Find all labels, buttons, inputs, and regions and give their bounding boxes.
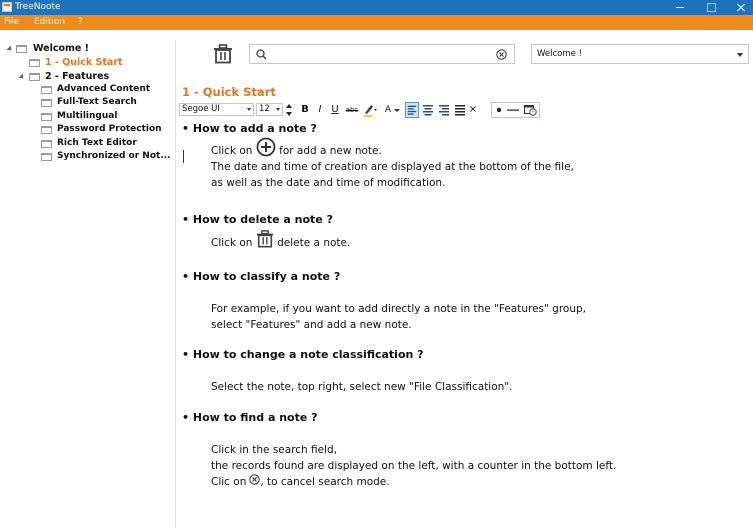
expander-icon[interactable] (18, 73, 25, 80)
folder-icon (41, 113, 52, 121)
tree-item-multilingual[interactable] (0, 110, 175, 123)
font-size-value: 12 (259, 104, 270, 114)
heading-delete-note: • How to delete a note ? (182, 213, 333, 226)
search-icon (256, 49, 267, 60)
heading-text: How to delete a note ? (192, 213, 333, 226)
trash-icon (256, 230, 274, 248)
tree-item-synchronized[interactable] (0, 150, 175, 163)
justify-icon[interactable] (453, 102, 467, 118)
folder-icon (41, 153, 52, 161)
align-center-icon[interactable] (421, 102, 435, 118)
calendar-clock-icon[interactable] (524, 104, 537, 116)
tree-item-rich-text-editor[interactable] (0, 137, 175, 150)
classify-line-1: For example, if you want to add directly a note in the "Features" group, (211, 303, 587, 315)
chevron-down-icon[interactable] (394, 102, 400, 118)
add-line-1 (211, 143, 574, 159)
heading-text: How to find a note ? (192, 411, 318, 424)
chevron-down-icon (737, 53, 743, 57)
minimize-button[interactable] (663, 0, 697, 15)
heading-text: How to classify a note ? (192, 270, 341, 283)
tree-item-full-text-search[interactable] (0, 96, 175, 109)
add-paragraph (211, 143, 574, 191)
folder-icon (41, 99, 52, 107)
folder-icon (29, 73, 40, 81)
align-right-icon[interactable] (437, 102, 451, 118)
find-line-2: the records found are displayed on the left, with a counter in the bottom left. (211, 460, 617, 472)
tree-label: Password Protection (57, 124, 162, 134)
note-title: 1 - Quick Start (182, 85, 276, 99)
heading-text: How to change a note classification ? (192, 348, 424, 361)
heading-change-classification: • How to change a note classification ? (182, 348, 424, 361)
classify-line-2: select "Features" and add a new note. (211, 319, 412, 331)
find-line-1: Click in the search field, (211, 444, 338, 456)
tree-label: 1 - Quick Start (45, 57, 123, 68)
app-icon (2, 2, 12, 12)
change-paragraph (211, 379, 512, 395)
chevron-down-icon (276, 108, 280, 111)
font-family-value: Segoe UI (182, 104, 220, 114)
heading-find-note: • How to find a note ? (182, 411, 318, 424)
heading-classify-note: • How to classify a note ? (182, 270, 341, 283)
menu-help[interactable]: ? (78, 17, 83, 27)
tree-label: Synchronized or Not... (57, 151, 171, 161)
change-line-1: Select the note, top right, select new "File Classification". (211, 381, 513, 393)
classification-select[interactable] (531, 44, 749, 64)
text: delete a note. (277, 237, 351, 249)
tree-item-password-protection[interactable] (0, 123, 175, 136)
font-color-button[interactable]: A (384, 105, 392, 115)
tree-item-welcome[interactable] (0, 42, 175, 55)
font-size-select[interactable] (256, 103, 283, 116)
underline-button[interactable]: U (331, 104, 339, 115)
text: Click on (211, 145, 253, 157)
delete-paragraph (211, 235, 350, 251)
add-line-2: The date and time of creation are displayed at the bottom of the file, (211, 161, 574, 173)
horizontal-line-icon[interactable] (507, 106, 519, 114)
strikethrough-button[interactable]: abc (345, 106, 359, 114)
highlight-icon[interactable] (362, 102, 378, 118)
window-title: TreeNoote (15, 2, 61, 12)
folder-icon (29, 59, 40, 67)
classification-value: Welcome ! (537, 49, 582, 59)
tree-item-quick-start[interactable] (0, 56, 175, 69)
search-box[interactable] (249, 44, 515, 64)
tree-label: Full-Text Search (57, 97, 137, 107)
text: , to cancel search mode. (260, 476, 390, 488)
heading-text: How to add a note ? (192, 122, 317, 135)
tree-label: Multilingual (57, 111, 118, 121)
search-input[interactable] (270, 47, 490, 61)
text: for add a new note. (279, 145, 382, 157)
find-paragraph (211, 442, 616, 490)
plus-circle-icon (256, 137, 276, 157)
chevron-down-icon (247, 108, 251, 111)
font-size-stepper-icon[interactable] (285, 102, 293, 118)
menu-file[interactable]: File (4, 17, 20, 27)
classify-paragraph (211, 301, 586, 333)
menu-edition[interactable]: Edition (34, 17, 66, 27)
text: Clic on (211, 476, 247, 488)
tree-label: Advanced Content (57, 84, 151, 94)
italic-button[interactable]: I (318, 104, 322, 115)
folder-icon (41, 140, 52, 148)
tree-label: 2 - Features (45, 71, 110, 82)
folder-icon (41, 126, 52, 134)
heading-add-note: • How to add a note ? (182, 122, 317, 135)
text-cursor (183, 150, 184, 163)
pane-divider[interactable] (175, 40, 176, 528)
insert-group (491, 102, 540, 118)
tree-item-advanced-content[interactable] (0, 83, 175, 96)
close-button[interactable] (724, 0, 753, 15)
folder-icon (41, 86, 52, 94)
tree-item-features[interactable] (0, 70, 175, 83)
align-left-icon[interactable] (405, 102, 419, 118)
clear-search-icon[interactable] (496, 49, 507, 60)
font-family-select[interactable] (179, 103, 254, 116)
add-line-3: as well as the date and time of modification. (211, 177, 446, 189)
tree-label: Rich Text Editor (57, 138, 137, 148)
expander-icon[interactable] (6, 45, 13, 52)
find-line-3 (211, 474, 616, 490)
text: Click on (211, 237, 253, 249)
bullet-icon[interactable] (495, 106, 503, 114)
tree-label: Welcome ! (33, 43, 89, 54)
title-bar (0, 0, 753, 15)
bold-button[interactable]: B (301, 104, 309, 115)
clear-format-button[interactable]: × (468, 104, 478, 115)
delete-note-button[interactable] (213, 44, 233, 68)
clear-search-icon (249, 474, 260, 485)
folder-icon (16, 45, 27, 53)
menu-bar (0, 15, 753, 30)
trash-icon (213, 44, 233, 64)
maximize-button[interactable] (694, 0, 728, 15)
